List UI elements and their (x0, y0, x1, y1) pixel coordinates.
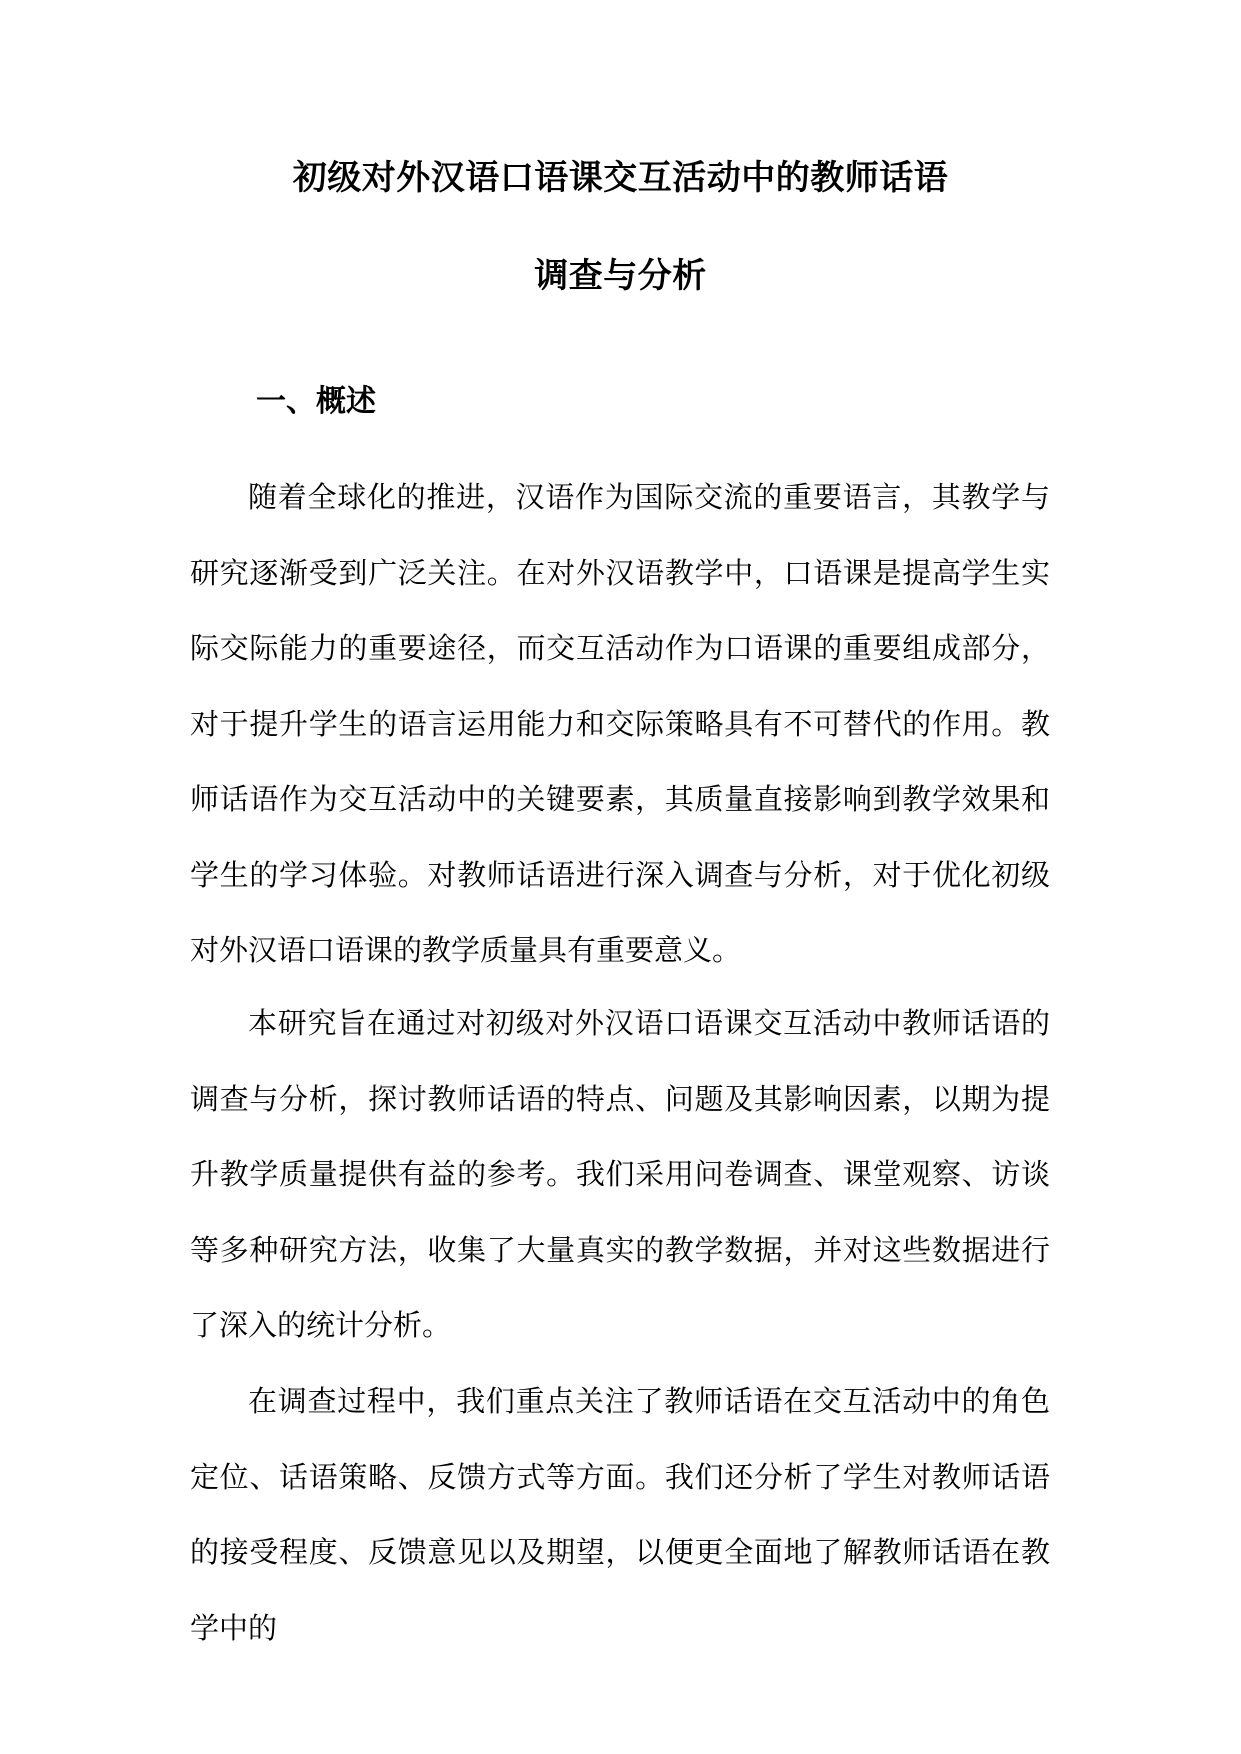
body-paragraph-1: 随着全球化的推进，汉语作为国际交流的重要语言，其教学与研究逐渐受到广泛关注。在对外汉语教学中，口语课是提高学生实际交际能力的重要途径，而交互活动作为口语课的重要组成部分，对于提升学生的语言运用能力和交际策略具有不可替代的作用。教师话语作为交互活动中的关键要素，其质量直接影响到教学效果和学生的学习体验。对教师话语进行深入调查与分析，对于优化初级对外汉语口语课的教学质量具有重要意义。 (190, 480, 1050, 967)
document-title-line-1: 初级对外汉语口语课交互活动中的教师话语 (292, 158, 949, 198)
body-paragraph-2: 本研究旨在通过对初级对外汉语口语课交互活动中教师话语的调查与分析，探讨教师话语的特点、问题及其影响因素，以期为提升教学质量提供有益的参考。我们采用问卷调查、课堂观察、访谈等多种研究方法，收集了大量真实的教学数据，并对这些数据进行了深入的统计分析。 (190, 1006, 1050, 1342)
body-paragraph-3: 在调查过程中，我们重点关注了教师话语在交互活动中的角色定位、话语策略、反馈方式等方面。我们还分析了学生对教师话语的接受程度、反馈意见以及期望，以便更全面地了解教师话语在教学中的 (190, 1384, 1050, 1645)
section-heading: 一、概述 (256, 384, 376, 419)
document-title-line-2: 调查与分析 (534, 256, 707, 296)
